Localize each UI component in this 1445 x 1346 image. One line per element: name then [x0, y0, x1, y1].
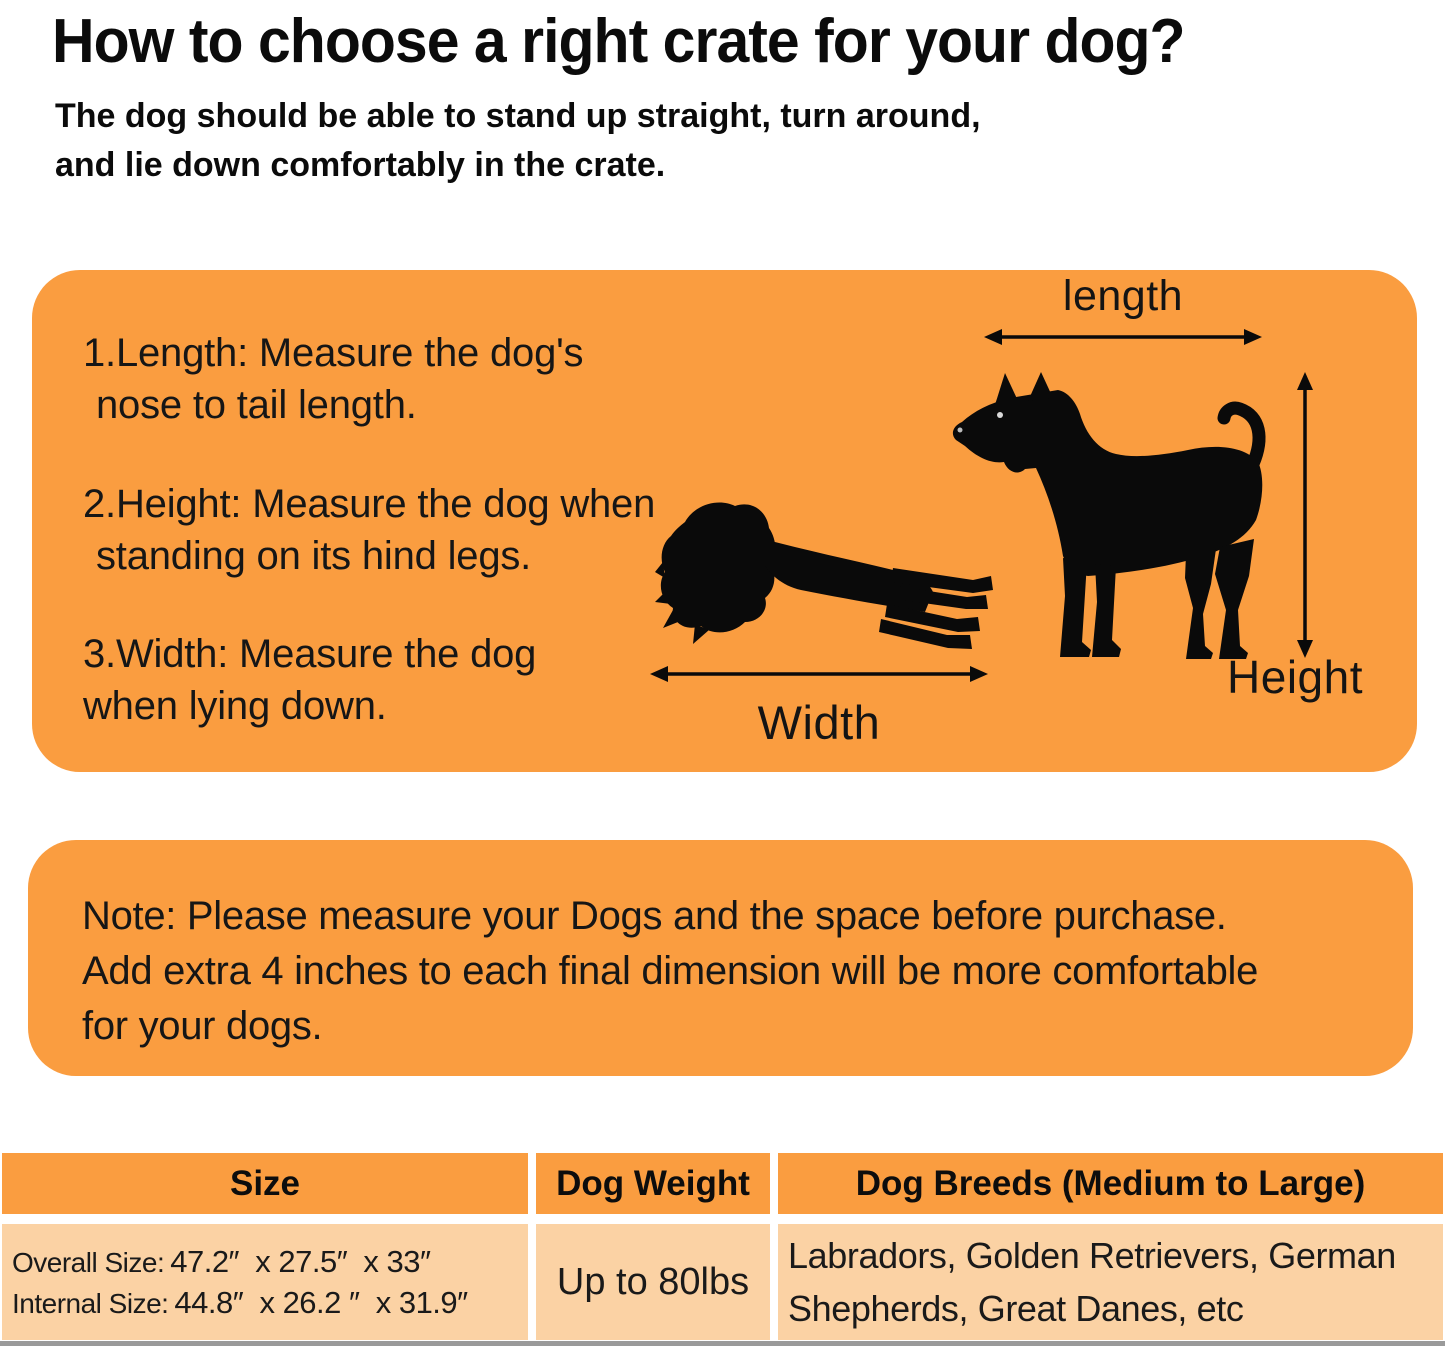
- overall-size-label: Overall Size:: [12, 1246, 165, 1278]
- instruction-length: [83, 327, 583, 431]
- table-cell-dog-breeds: Labradors, Golden Retrievers, German Shepherds, Great Danes, etc: [778, 1224, 1443, 1340]
- length-arrow-icon: [984, 326, 1262, 348]
- table-cell-dog-weight: Up to 80lbs: [536, 1224, 770, 1340]
- standing-dog-silhouette: [948, 370, 1280, 662]
- height-label: Height: [1227, 651, 1363, 703]
- instruction-width: [83, 628, 536, 732]
- instruction-width-line2: when lying down.: [83, 684, 387, 728]
- page-subtitle: [55, 92, 981, 190]
- instruction-length-line2: nose to tail length.: [96, 383, 417, 427]
- length-label: length: [1062, 272, 1184, 320]
- table-header-dog-weight: Dog Weight: [536, 1153, 770, 1214]
- note-line-1: Note: Please measure your Dogs and the space before purchase.: [82, 894, 1227, 938]
- instruction-height-line1: 2.Height: Measure the dog when: [83, 482, 656, 526]
- width-arrow-icon: [650, 663, 988, 685]
- table-header-size: Size: [2, 1153, 528, 1214]
- internal-size-line: [12, 1285, 528, 1321]
- note-line-3: for your dogs.: [82, 1004, 323, 1048]
- dog-eye: [997, 412, 1003, 418]
- subtitle-line-1: The dog should be able to stand up straight, turn around,: [55, 97, 981, 135]
- note-line-2: Add extra 4 inches to each final dimension will be more comfortable: [82, 949, 1259, 993]
- overall-size-value: 47.2″ x 27.5″ x 33″: [170, 1243, 431, 1279]
- height-arrow-icon: [1294, 372, 1316, 658]
- instruction-length-line1: 1.Length: Measure the dog's: [83, 331, 584, 375]
- table-cell-size: [2, 1224, 528, 1340]
- instruction-height: [83, 478, 655, 582]
- subtitle-line-2: and lie down comfortably in the crate.: [55, 146, 666, 184]
- dog-nose-highlight: [958, 428, 963, 433]
- internal-size-value: 44.8″ x 26.2 ″ x 31.9″: [174, 1284, 468, 1320]
- width-label: Width: [757, 696, 881, 749]
- bottom-divider: [0, 1341, 1445, 1346]
- instruction-height-line2: standing on its hind legs.: [96, 534, 532, 578]
- lying-dog-silhouette: [655, 498, 995, 660]
- table-header-dog-breeds: Dog Breeds (Medium to Large): [778, 1153, 1443, 1214]
- internal-size-label: Internal Size:: [12, 1287, 169, 1319]
- page-title: How to choose a right crate for your dog?: [52, 7, 1185, 76]
- overall-size-line: [12, 1244, 528, 1280]
- instruction-width-line1: 3.Width: Measure the dog: [83, 632, 537, 676]
- note-text: [82, 889, 1402, 1054]
